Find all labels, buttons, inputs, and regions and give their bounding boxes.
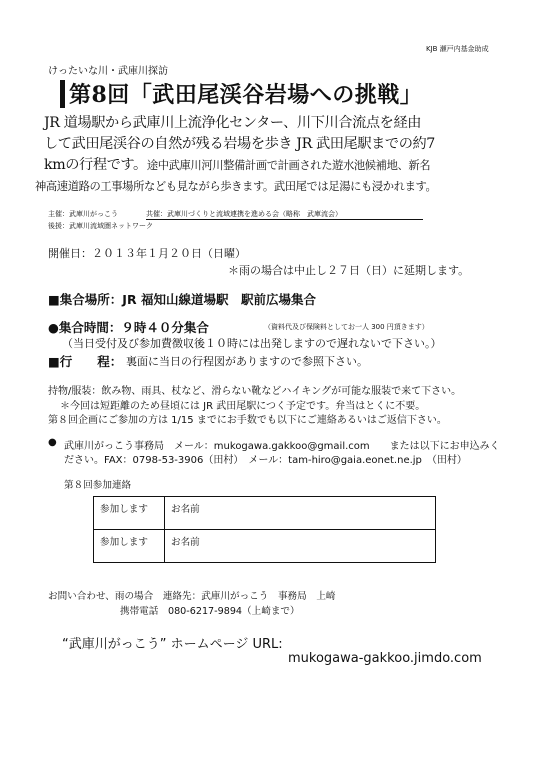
title-accent-bar <box>60 80 65 108</box>
form-row-label: 参加します <box>94 497 165 530</box>
contact-bullet: ● <box>48 437 57 448</box>
contact-line-1: 武庫川がっこう事務局 メール：mukogawa.gakkoo@gmail.com または以下にお申込みく <box>64 441 500 452</box>
belongings-note: 持物/服装：飲み物、雨具、杖など、滑らない靴などハイキングが可能な服装で来て下さい。 <box>48 386 462 397</box>
form-row-label: 参加します <box>94 530 165 563</box>
homepage-label: “武庫川がっこう” ホームページ URL: <box>62 637 283 652</box>
organizer: 主催：武庫川がっこう <box>48 210 118 218</box>
supporter: 後援：武庫川流域圏ネットワーク <box>48 222 153 230</box>
form-heading: 第８回参加連絡 <box>64 480 132 491</box>
page-title: 第8回「武田尾渓谷岩場への挑戦」 <box>69 82 423 108</box>
lead-line-1: JR 道場駅から武庫川上流浄化センター、川下川合流点を経由 <box>44 115 422 131</box>
form-row <box>94 497 436 530</box>
co-organizer-underline <box>146 219 423 220</box>
lead-paragraph <box>35 113 504 197</box>
finish-note: ＊今回は短距離のため昼頃には JR 武田尾駅につく予定です。弁当はとくに不要。 <box>60 401 426 412</box>
name-field[interactable]: お名前 <box>165 530 436 563</box>
inquiry-line-2: 携帯電話 080-6217-9894（上崎まで） <box>120 606 300 617</box>
reception-note: （当日受付及び参加費徴収後１０時には出発しますので遅れないで下さい。） <box>62 337 442 350</box>
contact-line-2: ださい。FAX：0798-53-3906（田村） メール：tam-hiro@gaia.eonet.ne.jp （田村） <box>64 455 467 466</box>
meeting-place: ■集合場所：JR 福知山線道場駅 駅前広場集合 <box>48 292 316 307</box>
meeting-time: ●集合時間：９時４０分集合 <box>48 320 209 335</box>
homepage-url[interactable]: mukogawa-gakkoo.jimdo.com <box>288 651 482 666</box>
lead-line-2: して武田尾渓谷の自然が残る岩場を歩き JR 武田尾駅までの約7 <box>44 136 435 152</box>
series-title: けったいな川・武庫川探訪 <box>48 66 168 77</box>
itinerary-label: ■行 程： <box>48 354 123 369</box>
name-field[interactable]: お名前 <box>165 497 436 530</box>
form-row <box>94 530 436 563</box>
participation-form <box>93 496 436 563</box>
rain-note: ＊雨の場合は中止し２７日（日）に延期します。 <box>228 264 470 277</box>
fee-note: （資料代及び保険料としてお一人 300 円頂きます） <box>264 323 429 331</box>
lead-line-4: 神高速道路の工事場所なども見ながら歩きます。武田尾では足湯にも浸かれます。 <box>35 180 437 193</box>
application-note: 第８回企画にご参加の方は 1/15 までにお手数でも以下にご連絡あるいはご返信下さい。 <box>48 415 447 426</box>
grant-note: KJB 瀬戸内基金助成 <box>426 45 489 53</box>
inquiry-line-1: お問い合わせ、雨の場合 連絡先：武庫川がっこう 事務局 上崎 <box>48 591 336 602</box>
event-date: 開催日：２０１３年１月２０日（日曜） <box>48 247 246 260</box>
co-organizer: 共催：武庫川づくりと流域連携を進める会（略称 武庫流会） <box>146 210 342 218</box>
itinerary-text: 裏面に当日の行程図がありますので参照下さい。 <box>126 355 368 368</box>
lead-line-3: kmの行程です。途中武庫川河川整備計画で計画された遊水池候補地、新名 <box>44 157 431 173</box>
